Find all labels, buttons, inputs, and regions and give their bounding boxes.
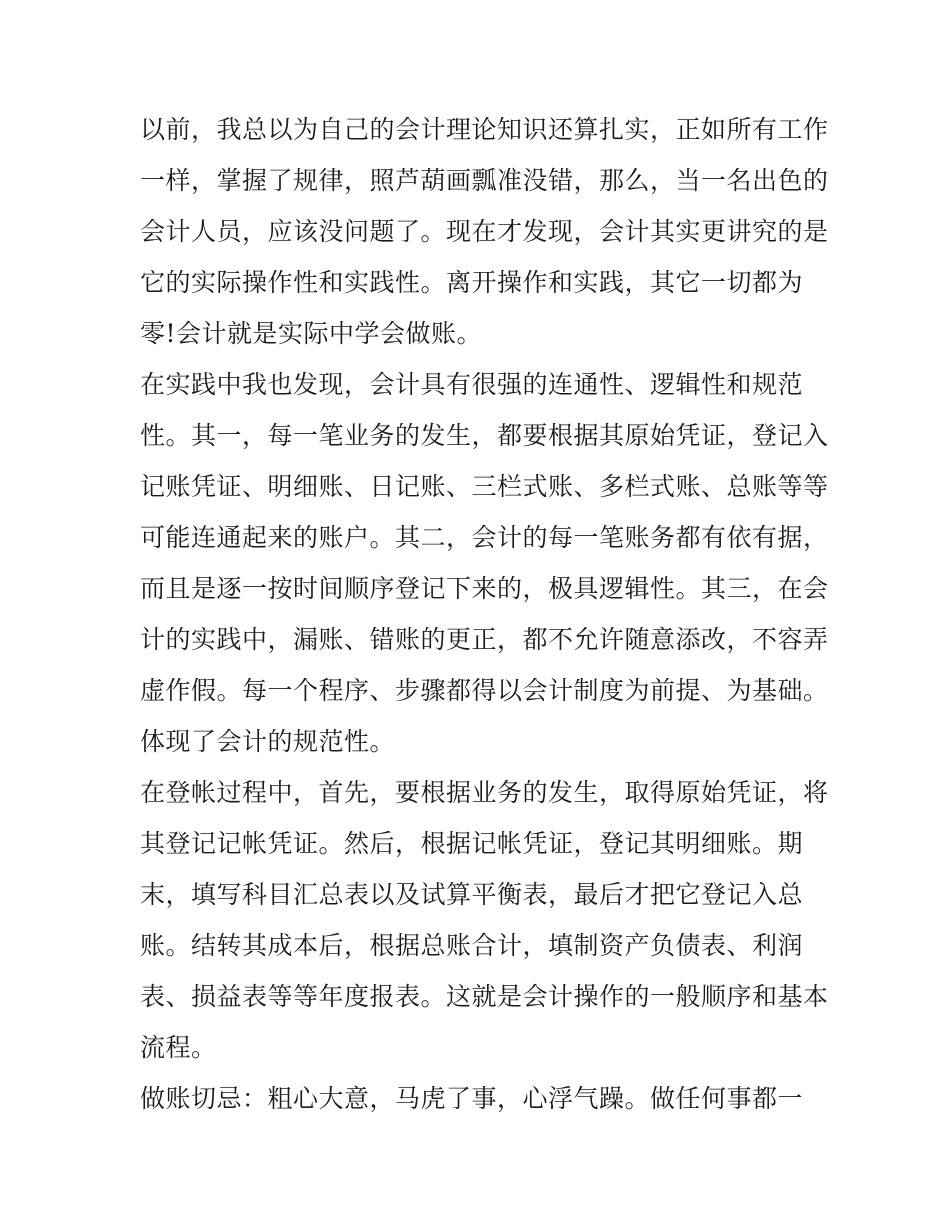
text-line: 可能连通起来的账户。其二，会计的每一笔账务都有依有据，	[140, 523, 829, 552]
text-line: 计的实践中，漏账、错账的更正，都不允许随意添改，不容弄	[140, 625, 829, 654]
text-line: 虚作假。每一个程序、步骤都得以会计制度为前提、为基础。	[140, 676, 829, 705]
text-line: 账。结转其成本后，根据总账合计，填制资产负债表、利润	[140, 931, 804, 960]
text-line: 它的实际操作性和实践性。离开操作和实践，其它一切都为	[140, 268, 804, 297]
text-line: 性。其一，每一笔业务的发生，都要根据其原始凭证，登记入	[140, 421, 829, 450]
text-line: 在实践中我也发现，会计具有很强的连通性、逻辑性和规范	[140, 370, 804, 399]
text-line: 做账切忌：粗心大意，马虎了事，心浮气躁。做任何事都一	[140, 1084, 804, 1113]
text-line: 零!会计就是实际中学会做账。	[140, 319, 483, 348]
text-line: 其登记记帐凭证。然后，根据记帐凭证，登记其明细账。期	[140, 829, 804, 858]
text-line: 一样，掌握了规律，照芦葫画瓢准没错，那么，当一名出色的	[140, 166, 829, 195]
text-line: 体现了会计的规范性。	[140, 727, 396, 756]
text-line: 会计人员，应该没问题了。现在才发现，会计其实更讲究的是	[140, 217, 829, 246]
text-line: 流程。	[140, 1033, 217, 1062]
text-line: 而且是逐一按时间顺序登记下来的，极具逻辑性。其三，在会	[140, 574, 829, 603]
text-line: 以前，我总以为自己的会计理论知识还算扎实，正如所有工作	[140, 115, 829, 144]
text-line: 末，填写科目汇总表以及试算平衡表，最后才把它登记入总	[140, 880, 804, 909]
text-line: 在登帐过程中，首先，要根据业务的发生，取得原始凭证，将	[140, 778, 829, 807]
text-line: 记账凭证、明细账、日记账、三栏式账、多栏式账、总账等等	[140, 472, 829, 501]
text-line: 表、损益表等等年度报表。这就是会计操作的一般顺序和基本	[140, 982, 829, 1011]
